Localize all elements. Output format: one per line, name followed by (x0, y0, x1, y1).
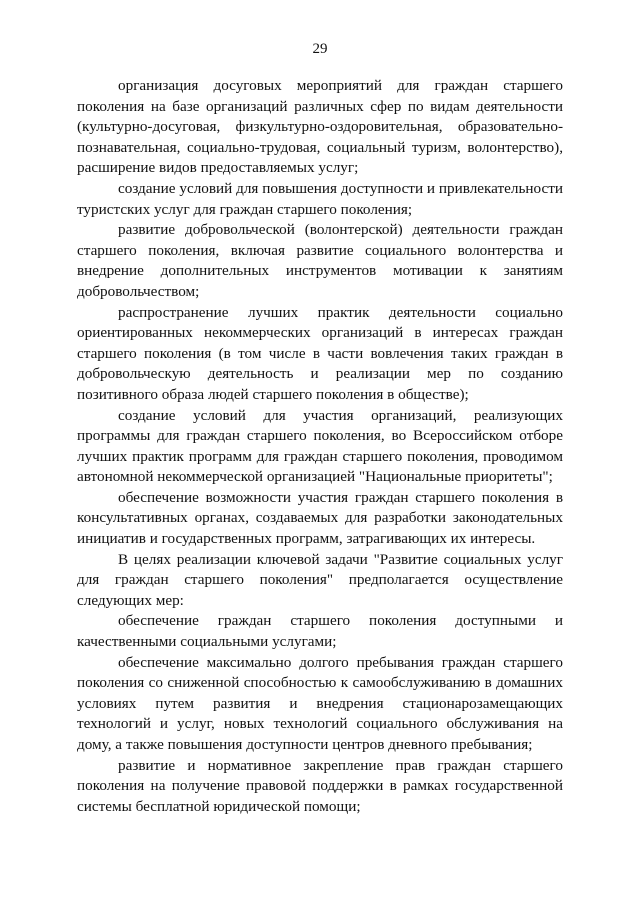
paragraph-home-care: обеспечение максимально долгого пребывания граждан старшего поколения со сниженной способностью к самообслуживанию в домашних условиях путем развития и внедрения стационарозамещающих технологий и услуг, новых технологий социального обслуживания на дому, а также повышения доступности центров дневного пребывания; (77, 653, 563, 753)
paragraph-national-selection: создание условий для участия организаций, реализующих программы для граждан старшего поколения, во Всероссийском отборе лучших практик программ для граждан старшего поколения, проводимом автономной некоммерческой организацией "Национальные приоритеты"; (77, 406, 563, 486)
paragraph-legal-support: развитие и нормативное закрепление прав граждан старшего поколения на получение правовой поддержки в рамках государственной системы бесплатной юридической помощи; (77, 756, 563, 815)
paragraph-key-task-intro: В целях реализации ключевой задачи "Развитие социальных услуг для граждан старшего поколения" предполагается осуществление следующих мер: (77, 550, 563, 609)
paragraph-volunteering: развитие добровольческой (волонтерской) деятельности граждан старшего поколения, включая развитие социального волонтерства и внедрение дополнительных инструментов мотивации к занятиям добровольчеством; (77, 221, 563, 300)
document-body (77, 76, 563, 817)
paragraph-best-practices: распространение лучших практик деятельности социально ориентированных некоммерческих организаций в интересах граждан старшего поколения (в том числе в части вовлечения таких граждан в добровольческую деятельность и реализации мер по созданию позитивного образа людей старшего поколения в обществе); (77, 303, 563, 403)
paragraph-tourism-services: создание условий для повышения доступности и привлекательности туристских услуг для граждан старшего поколения; (77, 179, 563, 218)
paragraph-leisure-activities: организация досуговых мероприятий для граждан старшего поколения на базе организаций различных сфер по видам деятельности (культурно-досуговая, физкультурно-оздоровительная, образовательно-познавательная, социально-трудовая, социальный туризм, волонтерство), расширение видов предоставляемых услуг; (77, 77, 563, 177)
page-number: 29 (312, 41, 328, 57)
paragraph-social-services: обеспечение граждан старшего поколения доступными и качественными социальными услугами; (77, 612, 563, 651)
paragraph-consultative-bodies: обеспечение возможности участия граждан старшего поколения в консультативных органах, создаваемых для разработки законодательных инициатив и государственных программ, затрагивающих их интересы. (77, 488, 563, 548)
